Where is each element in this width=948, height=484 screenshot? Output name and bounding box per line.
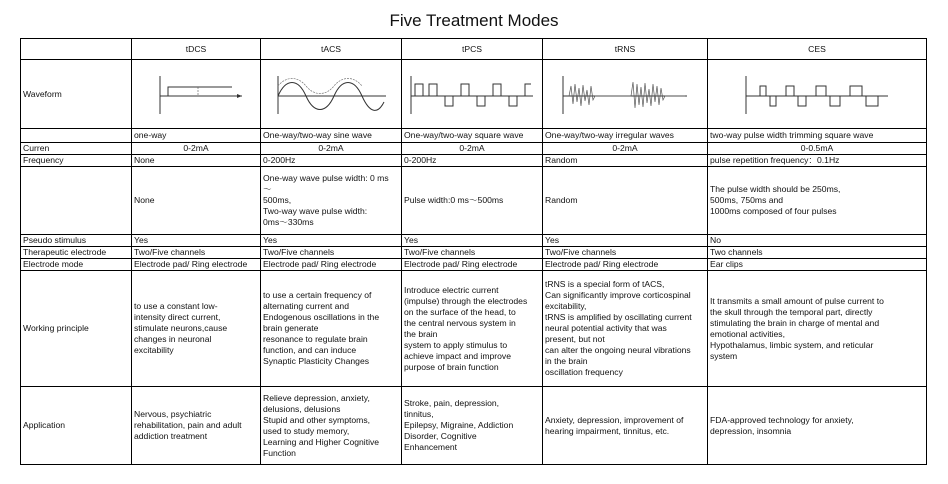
wave-type-row xyxy=(21,129,927,143)
electrode-cell-tdcs: Two/Five channels xyxy=(132,247,261,259)
waveform-cell-tpcs xyxy=(402,60,543,129)
mode-cell-tacs: Electrode pad/ Ring electrode xyxy=(261,259,402,271)
treatment-modes-table xyxy=(20,38,927,465)
row-label-electrode-mode: Electrode mode xyxy=(21,259,132,271)
current-cell-tdcs: 0-2mA xyxy=(132,143,261,155)
row-label-frequency: Frequency xyxy=(21,155,132,167)
row-label-working-principle: Working principle xyxy=(21,271,132,387)
frequency-cell-tpcs: 0-200Hz xyxy=(402,155,543,167)
pulse-width-cell-tpcs: Pulse width:0 ms～500ms xyxy=(402,167,543,235)
current-cell-trns: 0-2mA xyxy=(543,143,708,155)
application-row xyxy=(21,387,927,465)
electrode-cell-ces: Two channels xyxy=(708,247,927,259)
wave-type-cell-tdcs: one-way xyxy=(132,129,261,143)
pseudo-cell-tpcs: Yes xyxy=(402,235,543,247)
header-corner-cell xyxy=(21,39,132,60)
frequency-cell-tdcs: None xyxy=(132,155,261,167)
working-principle-row xyxy=(21,271,927,387)
application-cell-tacs: Relieve depression, anxiety, delusions, delusions Stupid and other symptoms, used to study memory, Learning and Higher Cognitive Function xyxy=(261,387,402,465)
application-cell-tpcs: Stroke, pain, depression, tinnitus, Epilepsy, Migraine, Addiction Disorder, Cognitive Enhancement xyxy=(402,387,543,465)
principle-cell-tdcs: to use a constant low- intensity direct current, stimulate neurons,cause changes in neuronal excitability xyxy=(132,271,261,387)
pulse-width-cell-trns: Random xyxy=(543,167,708,235)
sine-waveform-icon xyxy=(272,72,390,116)
pulse-width-cell-tdcs: None xyxy=(132,167,261,235)
wave-type-cell-trns: One-way/two-way irregular waves xyxy=(543,129,708,143)
pulse-width-cell-ces: The pulse width should be 250ms, 500ms, 750ms and 1000ms composed of four pulses xyxy=(708,167,927,235)
electrode-mode-row xyxy=(21,259,927,271)
row-label-pseudo-stimulus: Pseudo stimulus xyxy=(21,235,132,247)
frequency-row xyxy=(21,155,927,167)
therapeutic-electrode-row xyxy=(21,247,927,259)
principle-cell-ces: It transmits a small amount of pulse current to the skull through the temporal part, directly stimulating the brain in charge of mental and emotional activities, Hypothalamus, limbic system, and reticular system xyxy=(708,271,927,387)
frequency-cell-ces: pulse repetition frequency：0.1Hz xyxy=(708,155,927,167)
row-label-current: Curren xyxy=(21,143,132,155)
current-row xyxy=(21,143,927,155)
current-cell-tacs: 0-2mA xyxy=(261,143,402,155)
waveform-cell-tdcs xyxy=(132,60,261,129)
electrode-cell-tpcs: Two/Five channels xyxy=(402,247,543,259)
pulse-width-cell-tacs: One-way wave pulse width: 0 ms ～ 500ms, Two-way wave pulse width: 0ms～330ms xyxy=(261,167,402,235)
waveform-row xyxy=(21,60,927,129)
application-cell-ces: FDA-approved technology for anxiety, depression, insomnia xyxy=(708,387,927,465)
random-noise-waveform-icon xyxy=(559,72,691,116)
waveform-cell-tacs xyxy=(261,60,402,129)
column-header-tacs: tACS xyxy=(261,39,402,60)
mode-cell-tpcs: Electrode pad/ Ring electrode xyxy=(402,259,543,271)
wave-type-cell-tacs: One-way/two-way sine wave xyxy=(261,129,402,143)
constant-current-waveform-icon xyxy=(146,72,246,116)
row-label-pulse-width xyxy=(21,167,132,235)
waveform-cell-trns xyxy=(543,60,708,129)
pseudo-stimulus-row xyxy=(21,235,927,247)
square-pulse-waveform-icon xyxy=(407,72,537,116)
pseudo-cell-ces: No xyxy=(708,235,927,247)
principle-cell-trns: tRNS is a special form of tACS, Can significantly improve corticospinal excitability, tRNS is amplified by oscillating current neural potential activity that was present, but not can alter the ongoing neural vibrations in the brain oscillation frequency xyxy=(543,271,708,387)
column-header-trns: tRNS xyxy=(543,39,708,60)
column-header-ces: CES xyxy=(708,39,927,60)
frequency-cell-tacs: 0-200Hz xyxy=(261,155,402,167)
waveform-cell-ces xyxy=(708,60,927,129)
application-cell-tdcs: Nervous, psychiatric rehabilitation, pain and adult addiction treatment xyxy=(132,387,261,465)
pseudo-cell-trns: Yes xyxy=(543,235,708,247)
mode-cell-trns: Electrode pad/ Ring electrode xyxy=(543,259,708,271)
column-header-tpcs: tPCS xyxy=(402,39,543,60)
current-cell-ces: 0-0.5mA xyxy=(708,143,927,155)
mode-cell-tdcs: Electrode pad/ Ring electrode xyxy=(132,259,261,271)
pseudo-cell-tacs: Yes xyxy=(261,235,402,247)
electrode-cell-trns: Two/Five channels xyxy=(543,247,708,259)
row-label-waveform: Waveform xyxy=(21,60,132,129)
wave-type-cell-tpcs: One-way/two-way square wave xyxy=(402,129,543,143)
pseudo-cell-tdcs: Yes xyxy=(132,235,261,247)
wave-type-cell-ces: two-way pulse width trimming square wave xyxy=(708,129,927,143)
principle-cell-tacs: to use a certain frequency of alternating current and Endogenous oscillations in the brain generate resonance to regulate brain function, and can induce Synaptic Plasticity Changes xyxy=(261,271,402,387)
row-label-application: Application xyxy=(21,387,132,465)
column-header-tdcs: tDCS xyxy=(132,39,261,60)
pulse-width-row xyxy=(21,167,927,235)
application-cell-trns: Anxiety, depression, improvement of hearing impairment, tinnitus, etc. xyxy=(543,387,708,465)
principle-cell-tpcs: Introduce electric current (impulse) through the electrodes on the surface of the head, to the central nervous system in the brain system to apply stimulus to achieve impact and improve purpose of brain function xyxy=(402,271,543,387)
mode-cell-ces: Ear clips xyxy=(708,259,927,271)
pulse-width-trim-waveform-icon xyxy=(742,72,892,116)
electrode-cell-tacs: Two/Five channels xyxy=(261,247,402,259)
row-label-therapeutic-electrode: Therapeutic electrode xyxy=(21,247,132,259)
row-label-wave-type xyxy=(21,129,132,143)
current-cell-tpcs: 0-2mA xyxy=(402,143,543,155)
header-row xyxy=(21,39,927,60)
page-title: Five Treatment Modes xyxy=(389,11,559,30)
frequency-cell-trns: Random xyxy=(543,155,708,167)
